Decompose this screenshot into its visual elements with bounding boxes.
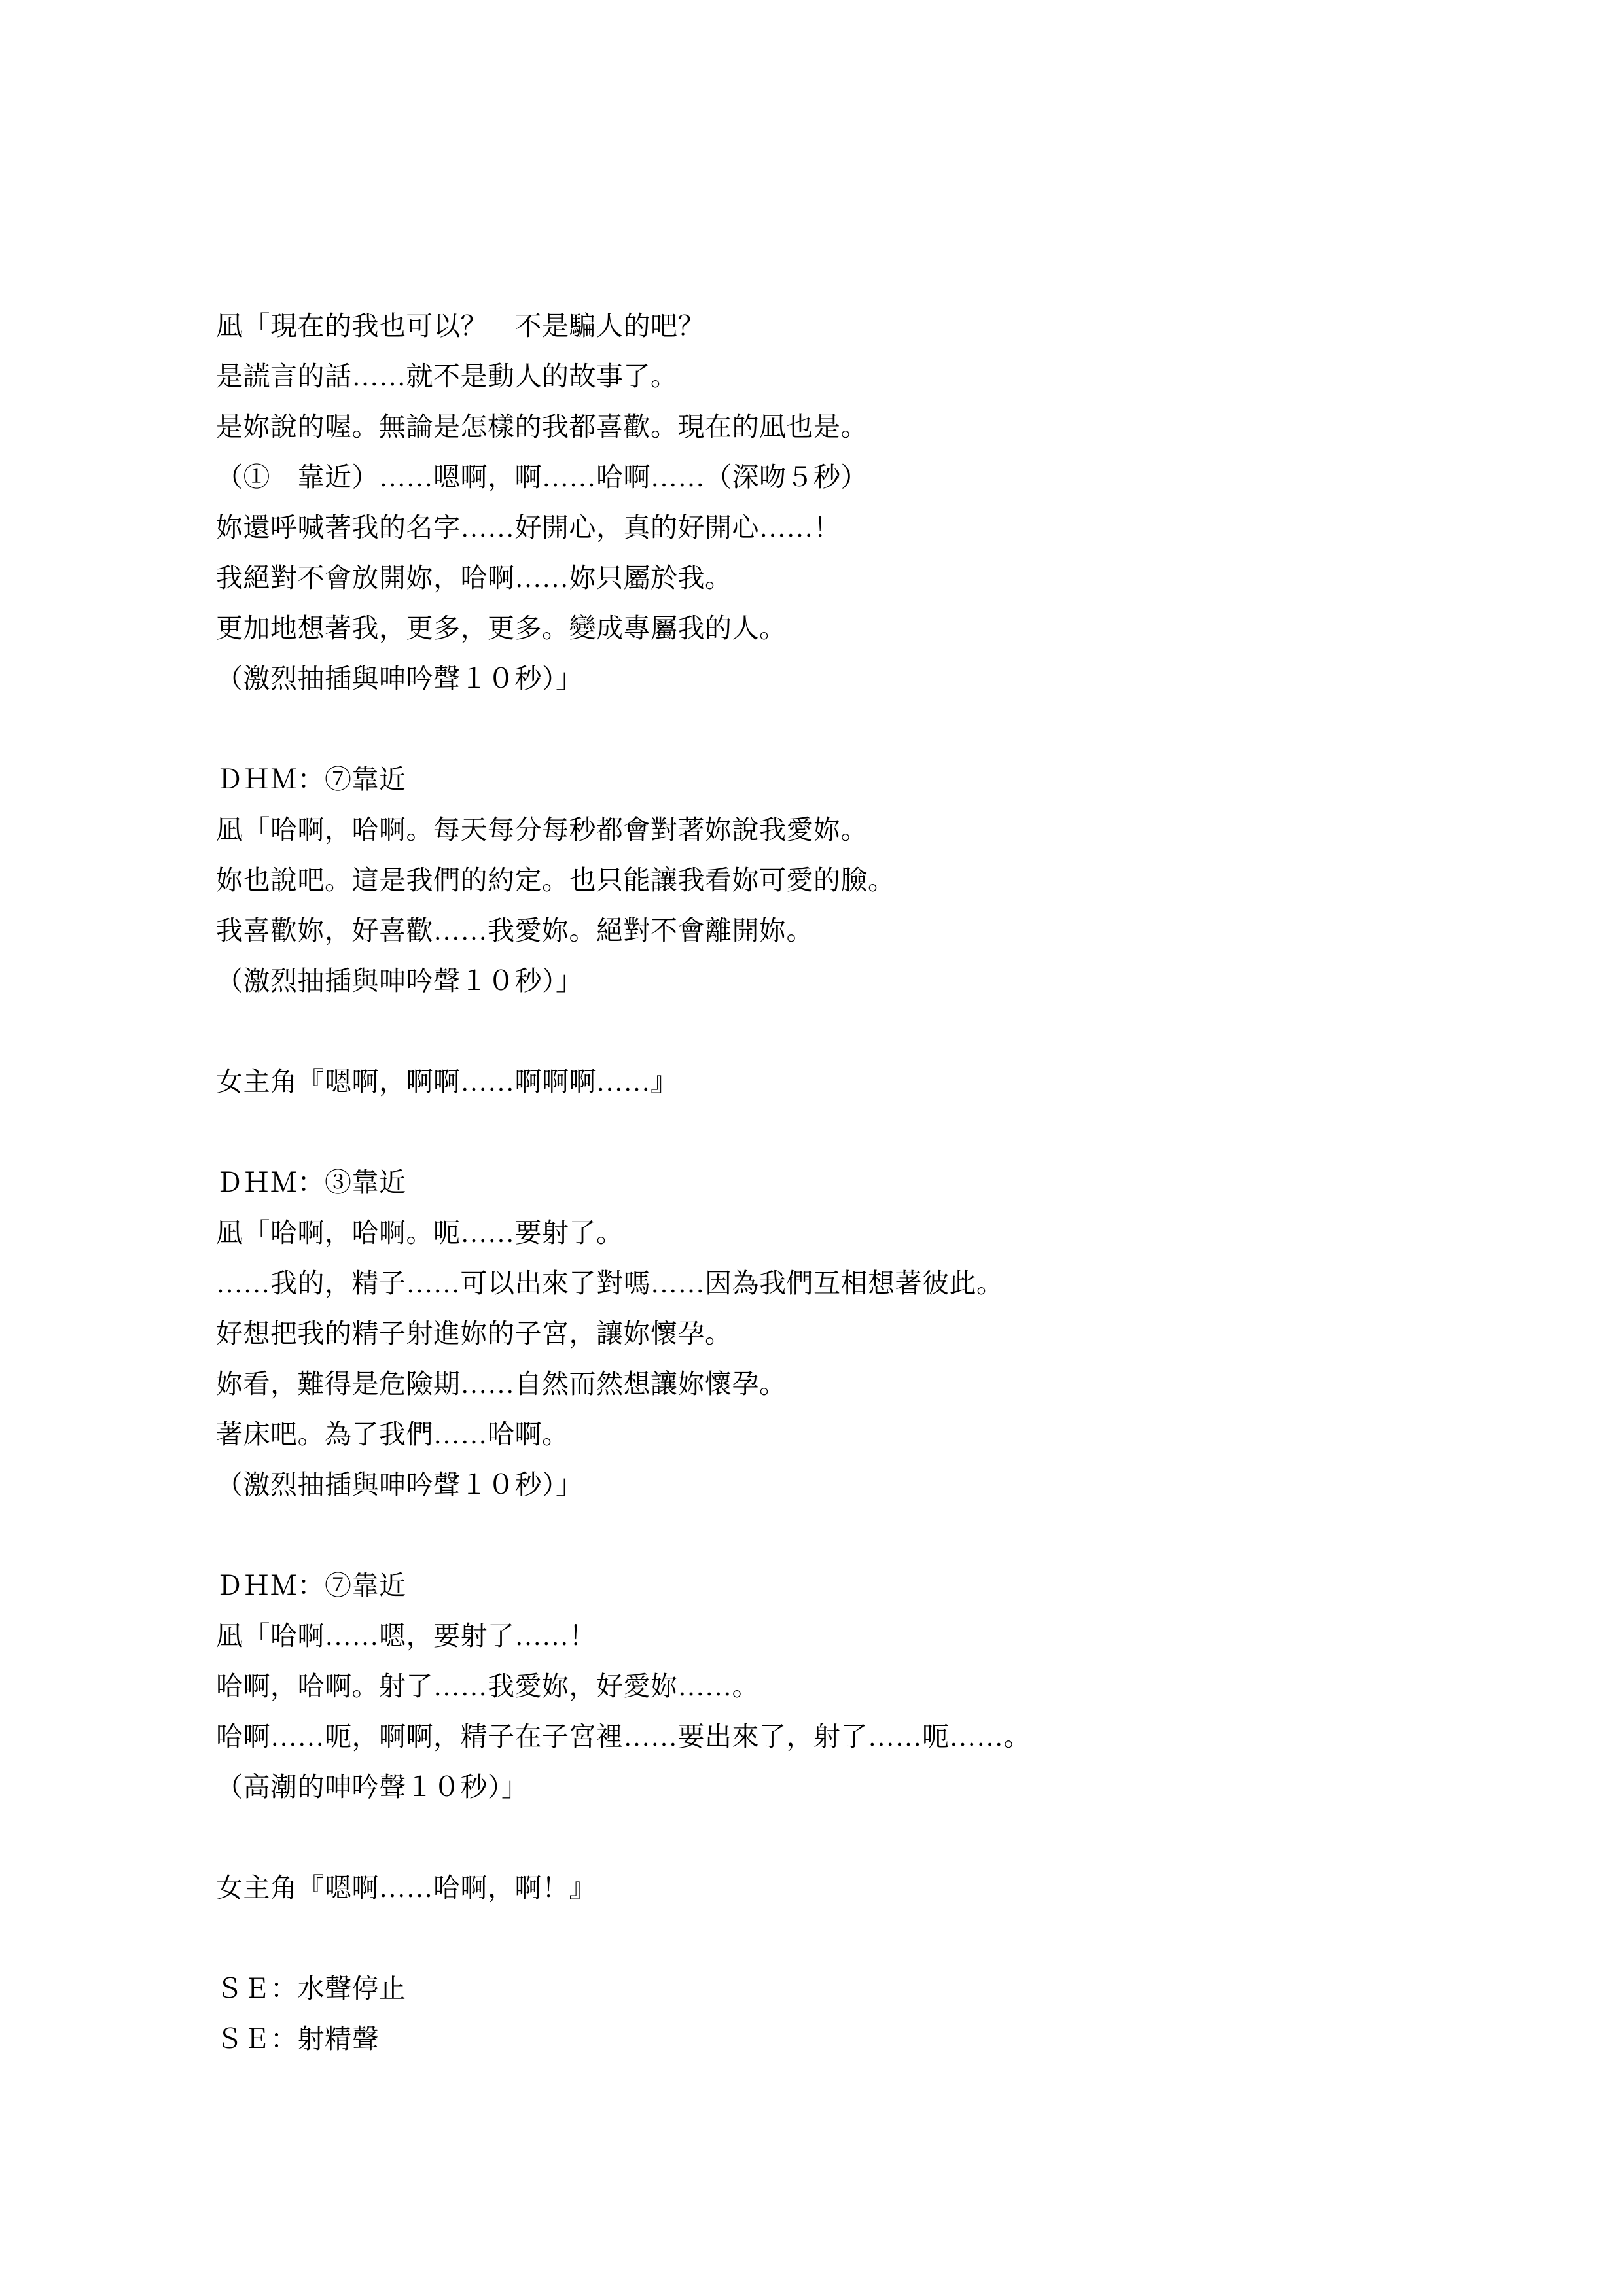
script-block [216, 1863, 1414, 1913]
script-line: 是妳說的喔。無論是怎樣的我都喜歡。現在的凪也是。 [216, 412, 868, 442]
script-line: 凪「哈啊，哈啊。呃……要射了。 [216, 1218, 624, 1248]
script-line: （激烈抽插與呻吟聲１０秒）」 [216, 966, 583, 996]
block-spacer [216, 704, 1414, 754]
script-line: （激烈抽插與呻吟聲１０秒）」 [216, 1470, 583, 1500]
script-block [216, 301, 1414, 704]
script-block [216, 1057, 1414, 1107]
script-line: （① 靠近）……嗯啊，啊……哈啊……（深吻５秒） [216, 462, 868, 492]
script-cue-line: ＤＨＭ：③靠近 [216, 1167, 406, 1197]
script-line: 更加地想著我，更多，更多。變成專屬我的人。 [216, 613, 787, 643]
script-line: ……我的，精子……可以出來了對嗎……因為我們互相想著彼此。 [216, 1268, 1004, 1298]
script-line: 女主角『嗯啊，啊啊……啊啊啊……』 [216, 1067, 678, 1097]
script-block [216, 1157, 1414, 1510]
script-line: 好想把我的精子射進妳的子宮，讓妳懷孕。 [216, 1318, 732, 1349]
script-line: （激烈抽插與呻吟聲１０秒）」 [216, 663, 583, 694]
script-cue-line: ＤＨＭ：⑦靠近 [216, 1570, 406, 1600]
block-spacer [216, 1812, 1414, 1863]
script-body [216, 301, 1414, 2064]
block-spacer [216, 1913, 1414, 1964]
script-line: 著床吧。為了我們……哈啊。 [216, 1419, 569, 1449]
script-cue-line: ＤＨＭ：⑦靠近 [216, 764, 406, 794]
script-line: 哈啊……呃，啊啊，精子在子宮裡……要出來了，射了……呃……。 [216, 1722, 1031, 1752]
script-line: 我喜歡妳，好喜歡……我愛妳。絕對不會離開妳。 [216, 915, 813, 945]
script-line: 妳還呼喊著我的名字……好開心，真的好開心……！ [216, 512, 841, 542]
script-line: 我絕對不會放開妳，哈啊……妳只屬於我。 [216, 563, 732, 593]
script-line: 哈啊，哈啊。射了……我愛妳，好愛妳……。 [216, 1671, 759, 1701]
script-sfx-line: ＳＥ：射精聲 [216, 2024, 379, 2054]
script-line: （高潮的呻吟聲１０秒）」 [216, 1772, 529, 1802]
script-sfx-line: ＳＥ：水聲停止 [216, 1973, 406, 2004]
script-line: 妳看，難得是危險期……自然而然想讓妳懷孕。 [216, 1369, 787, 1399]
script-line: 妳也說吧。這是我們的約定。也只能讓我看妳可愛的臉。 [216, 865, 895, 895]
script-block [216, 1561, 1414, 1812]
script-block [216, 754, 1414, 1006]
block-spacer [216, 1107, 1414, 1157]
block-spacer [216, 1006, 1414, 1057]
script-block [216, 1964, 1414, 2064]
block-spacer [216, 1510, 1414, 1561]
script-line: 是謊言的話……就不是動人的故事了。 [216, 361, 678, 391]
script-line: 凪「哈啊……嗯，要射了……！ [216, 1621, 596, 1651]
script-line: 凪「哈啊，哈啊。每天每分每秒都會對著妳說我愛妳。 [216, 815, 868, 845]
script-line: 女主角『嗯啊……哈啊，啊！』 [216, 1873, 596, 1903]
script-line: 凪「現在的我也可以？ 不是騙人的吧？ [216, 311, 705, 341]
